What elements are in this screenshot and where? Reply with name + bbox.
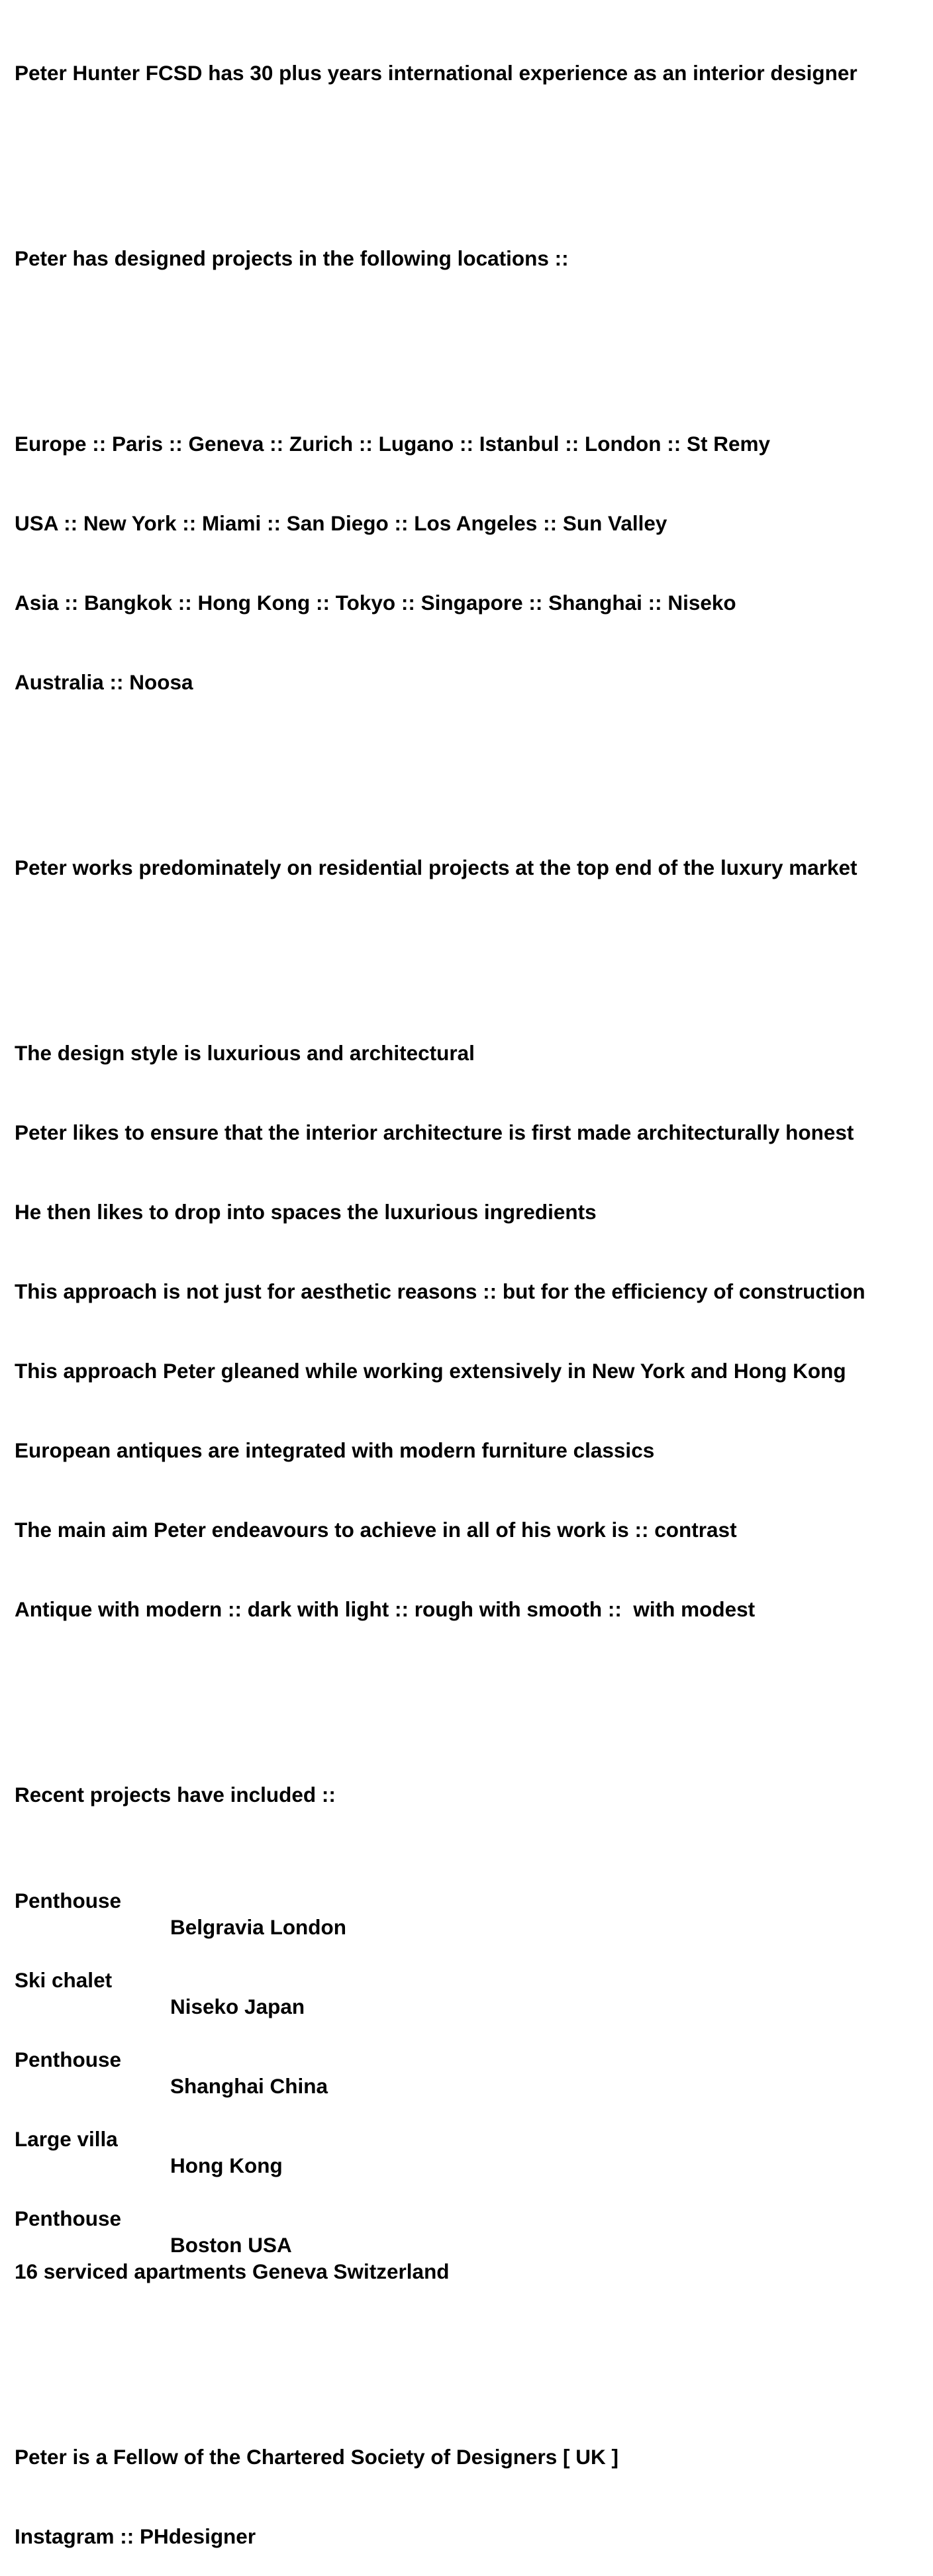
project-row <box>15 2099 928 2177</box>
document-body <box>15 7 928 2576</box>
location-line-australia: Australia :: Noosa <box>15 670 193 694</box>
project-row <box>15 2020 928 2098</box>
project-location: Shanghai China <box>170 2074 328 2098</box>
style-line: Antique with modern :: dark with light :: rough with smooth :: with modest <box>15 1597 756 1621</box>
spacer <box>15 1675 928 1702</box>
project-location: Niseko Japan <box>170 1995 305 2018</box>
project-row <box>15 1861 928 1939</box>
project-row <box>15 1940 928 2018</box>
location-line-europe: Europe :: Paris :: Geneva :: Zurich :: Lugano :: Istanbul :: London :: St Remy <box>15 432 770 456</box>
location-line-usa: USA :: New York :: Miami :: San Diego :: Los Angeles :: Sun Valley <box>15 511 667 535</box>
project-row <box>15 2179 928 2257</box>
style-line: The design style is luxurious and architectural <box>15 1041 475 1065</box>
spacer <box>15 748 928 775</box>
project-extra-line: 16 serviced apartments Geneva Switzerland <box>15 2259 450 2283</box>
projects-heading: Recent projects have included :: <box>15 1783 336 1807</box>
project-location: Boston USA <box>170 2233 292 2257</box>
project-type: Large villa <box>15 2127 118 2151</box>
style-line: The main aim Peter endeavours to achieve in all of his work is :: contrast <box>15 1518 737 1542</box>
spacer <box>15 934 928 960</box>
project-type: Penthouse <box>15 2206 122 2230</box>
style-line: Peter likes to ensure that the interior architecture is first made architecturally honest <box>15 1120 854 1144</box>
spacer <box>15 324 928 351</box>
project-type: Penthouse <box>15 2048 122 2071</box>
fellow-text: Peter is a Fellow of the Chartered Society of Designers [ UK ] <box>15 2445 618 2469</box>
style-line: European antiques are integrated with modern furniture classics <box>15 1438 655 1462</box>
project-location: Belgravia London <box>170 1915 347 1939</box>
spacer <box>15 2338 928 2364</box>
project-type: Penthouse <box>15 1889 122 1912</box>
style-line: He then likes to drop into spaces the luxurious ingredients <box>15 1200 597 1224</box>
location-line-asia: Asia :: Bangkok :: Hong Kong :: Tokyo :: Singapore :: Shanghai :: Niseko <box>15 591 736 615</box>
spacer <box>15 139 928 166</box>
style-line: This approach is not just for aesthetic reasons :: but for the efficiency of construction <box>15 1279 865 1303</box>
project-type: Ski chalet <box>15 1968 113 1992</box>
style-line: This approach Peter gleaned while working extensively in New York and Hong Kong <box>15 1359 846 1383</box>
locations-heading: Peter has designed projects in the following locations :: <box>15 246 569 270</box>
market-text: Peter works predominately on residential projects at the top end of the luxury market <box>15 856 858 879</box>
instagram-text: Instagram :: PHdesigner <box>15 2524 256 2548</box>
project-location: Hong Kong <box>170 2154 283 2177</box>
intro-text: Peter Hunter FCSD has 30 plus years international experience as an interior designer <box>15 61 858 85</box>
